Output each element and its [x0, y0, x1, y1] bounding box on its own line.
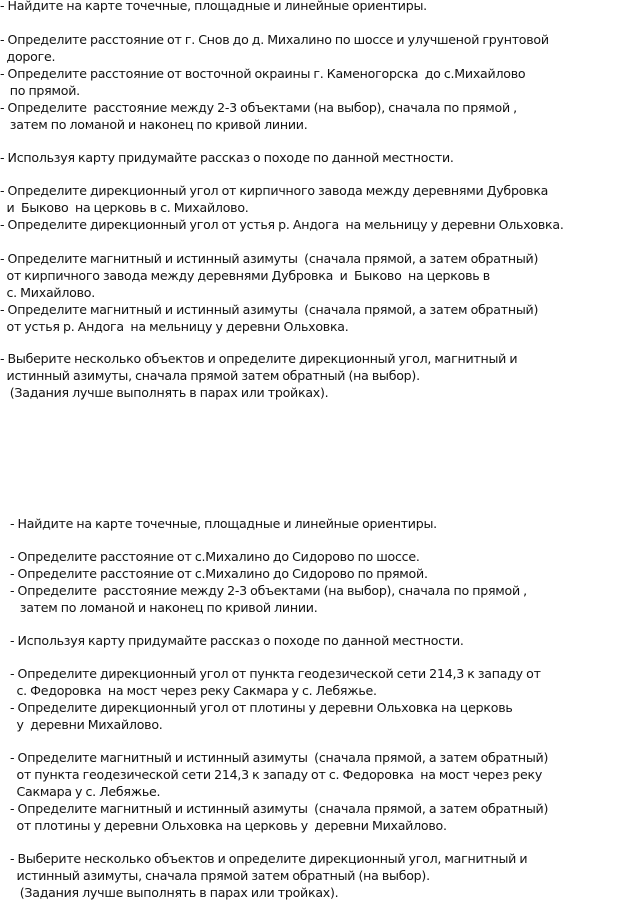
task-line: - Определите дирекционный угол от пункта геодезической сети 214,3 к западу от — [10, 666, 541, 681]
task-line: - Используя карту придумайте рассказ о походе по данной местности. — [0, 150, 454, 165]
task-line: - Определите магнитный и истинный азимуты (сначала прямой, а затем обратный) — [10, 750, 549, 765]
task-line: истинный азимуты, сначала прямой затем обратный (на выбор). — [0, 368, 420, 383]
task-line: от устья р. Андога на мельницу у деревни Ольховка. — [0, 319, 349, 334]
task-line: - Определите расстояние от с.Михалино до Сидорово по шоссе. — [10, 549, 420, 564]
task-line: у деревни Михайлово. — [10, 717, 163, 732]
task-line: от плотины у деревни Ольховка на церковь у деревни Михайлово. — [10, 818, 447, 833]
task-line: - Определите магнитный и истинный азимуты (сначала прямой, а затем обратный) — [0, 302, 539, 317]
task-line: от кирпичного завода между деревнями Дубровка и Быково на церковь в — [0, 268, 490, 283]
task-line: - Определите расстояние от г. Снов до д. Михалино по шоссе и улучшеной грунтовой — [0, 32, 549, 47]
task-line: - Определите дирекционный угол от устья р. Андога на мельницу у деревни Ольховка. — [0, 217, 564, 232]
task-line: - Найдите на карте точечные, площадные и линейные ориентиры. — [0, 0, 427, 13]
task-line: затем по ломаной и наконец по кривой линии. — [10, 600, 318, 615]
task-line: (Задания лучше выполнять в парах или тройках). — [10, 885, 339, 900]
task-line: Сакмара у с. Лебяжье. — [10, 784, 161, 799]
task-line: от пункта геодезической сети 214,3 к западу от с. Федоровка на мост через реку — [10, 767, 543, 782]
task-line: - Определите расстояние между 2-3 объектами (на выбор), сначала по прямой , — [0, 100, 517, 115]
task-line: - Определите расстояние от с.Михалино до Сидорово по прямой. — [10, 566, 428, 581]
task-line: - Найдите на карте точечные, площадные и линейные ориентиры. — [10, 516, 437, 531]
task-line: - Определите магнитный и истинный азимуты (сначала прямой, а затем обратный) — [10, 801, 549, 816]
task-line: (Задания лучше выполнять в парах или тройках). — [0, 385, 329, 400]
task-line: истинный азимуты, сначала прямой затем обратный (на выбор). — [10, 868, 430, 883]
task-line: - Выберите несколько объектов и определите дирекционный угол, магнитный и — [10, 851, 528, 866]
task-line: и Быково на церковь в с. Михайлово. — [0, 200, 249, 215]
task-line: - Определите расстояние от восточной окраины г. Каменогорска до с.Михайлово — [0, 66, 526, 81]
task-line: - Определите расстояние между 2-3 объектами (на выбор), сначала по прямой , — [10, 583, 527, 598]
task-line: по прямой. — [0, 83, 80, 98]
task-line: с. Михайлово. — [0, 285, 95, 300]
task-line: - Выберите несколько объектов и определите дирекционный угол, магнитный и — [0, 351, 518, 366]
task-line: - Определите дирекционный угол от кирпичного завода между деревнями Дубровка — [0, 183, 549, 198]
task-line: - Используя карту придумайте рассказ о походе по данной местности. — [10, 633, 464, 648]
task-line: затем по ломаной и наконец по кривой линии. — [0, 117, 308, 132]
task-line: с. Федоровка на мост через реку Сакмара у с. Лебяжье. — [10, 683, 377, 698]
task-line: - Определите дирекционный угол от плотины у деревни Ольховка на церковь — [10, 700, 513, 715]
task-line: - Определите магнитный и истинный азимуты (сначала прямой, а затем обратный) — [0, 251, 539, 266]
task-line: дороге. — [0, 49, 56, 64]
